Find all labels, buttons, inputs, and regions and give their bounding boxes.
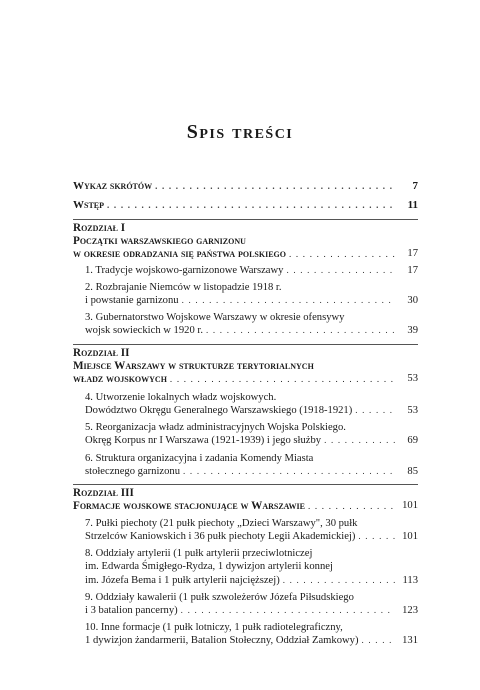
- entry-title: 6. Struktura organizacyjna i zadania Komendy Miasta: [85, 453, 314, 464]
- chapter-label: Rozdział III: [73, 487, 134, 499]
- chapter-page: 17: [407, 247, 418, 259]
- leader-dots: [206, 324, 395, 337]
- entry-title: Dowództwo Okręgu Generalnego Warszawskiego (1918-1921): [85, 405, 353, 417]
- chapter-title-line: Początki warszawskiego garnizonu: [73, 234, 246, 247]
- chapter-page: 101: [402, 499, 418, 511]
- chapter-rule: [73, 344, 418, 345]
- entry-title: Wykaz skrótów: [73, 180, 153, 192]
- leader-dots: [358, 530, 395, 543]
- entry-title: i 3 batalion pancerny): [85, 605, 178, 617]
- entry-page: 113: [402, 574, 418, 586]
- entry-title: 3. Gubernatorstwo Wojskowe Warszawy w okresie ofensywy: [85, 312, 345, 323]
- chapter-rule: [73, 484, 418, 485]
- entry-title: 9. Oddziały kawalerii (1 pułk szwoleżerów Józefa Piłsudskiego: [85, 592, 354, 603]
- chapter-label: Rozdział II: [73, 347, 130, 359]
- entry-page: 11: [407, 199, 418, 211]
- chapter-title-line: w okresie odradzania się państwa polskiego: [73, 247, 286, 260]
- toc-entry-abbreviations[interactable]: [73, 180, 418, 193]
- leader-dots: [181, 604, 395, 617]
- chapter-2-heading[interactable]: [73, 347, 418, 385]
- toc-entry-section-4[interactable]: [85, 391, 418, 418]
- chapter-1-heading[interactable]: [73, 222, 418, 260]
- entry-page: 30: [407, 295, 418, 307]
- entry-title: Okręg Korpus nr I Warszawa (1921-1939) i jego służby: [85, 435, 322, 447]
- entry-title: 7. Pułki piechoty (21 pułk piechoty „Dzieci Warszawy", 30 pułk: [85, 518, 358, 529]
- entry-page: 85: [407, 466, 418, 478]
- entry-title: 1 dywizjon żandarmerii, Batalion Stołeczny, Oddział Zamkowy): [85, 635, 359, 647]
- leader-dots: [286, 264, 395, 277]
- entry-title: 5. Reorganizacja władz administracyjnych Wojska Polskiego.: [85, 422, 346, 433]
- leader-dots: [170, 373, 395, 386]
- toc-entry-section-3[interactable]: [85, 311, 418, 338]
- entry-title: stołecznego garnizonu: [85, 466, 181, 478]
- leader-dots: [324, 434, 395, 447]
- toc-entry-introduction[interactable]: [73, 199, 418, 212]
- leader-dots: [283, 574, 395, 587]
- toc-entry-section-7[interactable]: [85, 517, 418, 544]
- entry-title: Strzelców Kaniowskich i 36 pułk piechoty Legii Akademickiej): [85, 531, 356, 543]
- leader-dots: [362, 634, 396, 647]
- entry-title: 4. Utworzenie lokalnych władz wojskowych.: [85, 392, 277, 403]
- entry-title: 1. Tradycje wojskowo-garnizonowe Warszawy: [85, 265, 284, 276]
- entry-page: 39: [407, 325, 418, 337]
- leader-dots: [183, 465, 395, 478]
- toc-entry-section-1[interactable]: [85, 264, 418, 277]
- chapter-3-heading[interactable]: [73, 487, 418, 513]
- entry-title: Wstęp: [73, 199, 105, 211]
- entry-page: 131: [402, 635, 418, 647]
- toc-entry-section-8[interactable]: [85, 547, 418, 587]
- chapter-title-line: Formacje wojskowe stacjonujące w Warszawie: [73, 499, 305, 512]
- chapter-label: Rozdział I: [73, 222, 126, 234]
- page-title: Spis treści: [186, 121, 294, 143]
- entry-page: 53: [407, 405, 418, 417]
- toc-entry-section-9[interactable]: [85, 591, 418, 618]
- entry-page: 17: [407, 265, 418, 276]
- entry-title: im. Edwarda Śmigłego-Rydza, 1 dywizjon artylerii konnej: [85, 561, 333, 573]
- entry-title: wojsk sowieckich w 1920 r.: [85, 325, 203, 337]
- entry-page: 69: [407, 435, 418, 447]
- chapter-page: 53: [407, 372, 418, 384]
- leader-dots: [355, 404, 395, 417]
- toc-entry-section-2[interactable]: [85, 281, 418, 308]
- leader-dots: [107, 199, 395, 212]
- leader-dots: [155, 180, 395, 193]
- chapter-rule: [73, 219, 418, 220]
- entry-title: i powstanie garnizonu: [85, 295, 179, 307]
- chapter-title-line: Miejsce Warszawy w strukturze terytorialnych: [73, 359, 314, 372]
- chapter-title-line: władz wojskowych: [73, 372, 167, 385]
- toc-entry-section-10[interactable]: [85, 621, 418, 648]
- leader-dots: [289, 248, 395, 261]
- leader-dots: [308, 500, 395, 513]
- entry-page: 101: [402, 531, 418, 543]
- entry-title: im. Józefa Bema i 1 pułk artylerii najcięższej): [85, 574, 280, 586]
- entry-title: 8. Oddziały artylerii (1 pułk artylerii przeciwlotniczej: [85, 548, 313, 559]
- leader-dots: [182, 294, 395, 307]
- entry-title: 10. Inne formacje (1 pułk lotniczy, 1 pułk radiotelegraficzny,: [85, 622, 343, 633]
- toc-entry-section-6[interactable]: [85, 452, 418, 479]
- entry-page: 123: [402, 605, 418, 617]
- entry-page: 7: [412, 180, 418, 192]
- entry-title: 2. Rozbrajanie Niemców w listopadzie 1918 r.: [85, 282, 282, 293]
- toc-entry-section-5[interactable]: [85, 421, 418, 448]
